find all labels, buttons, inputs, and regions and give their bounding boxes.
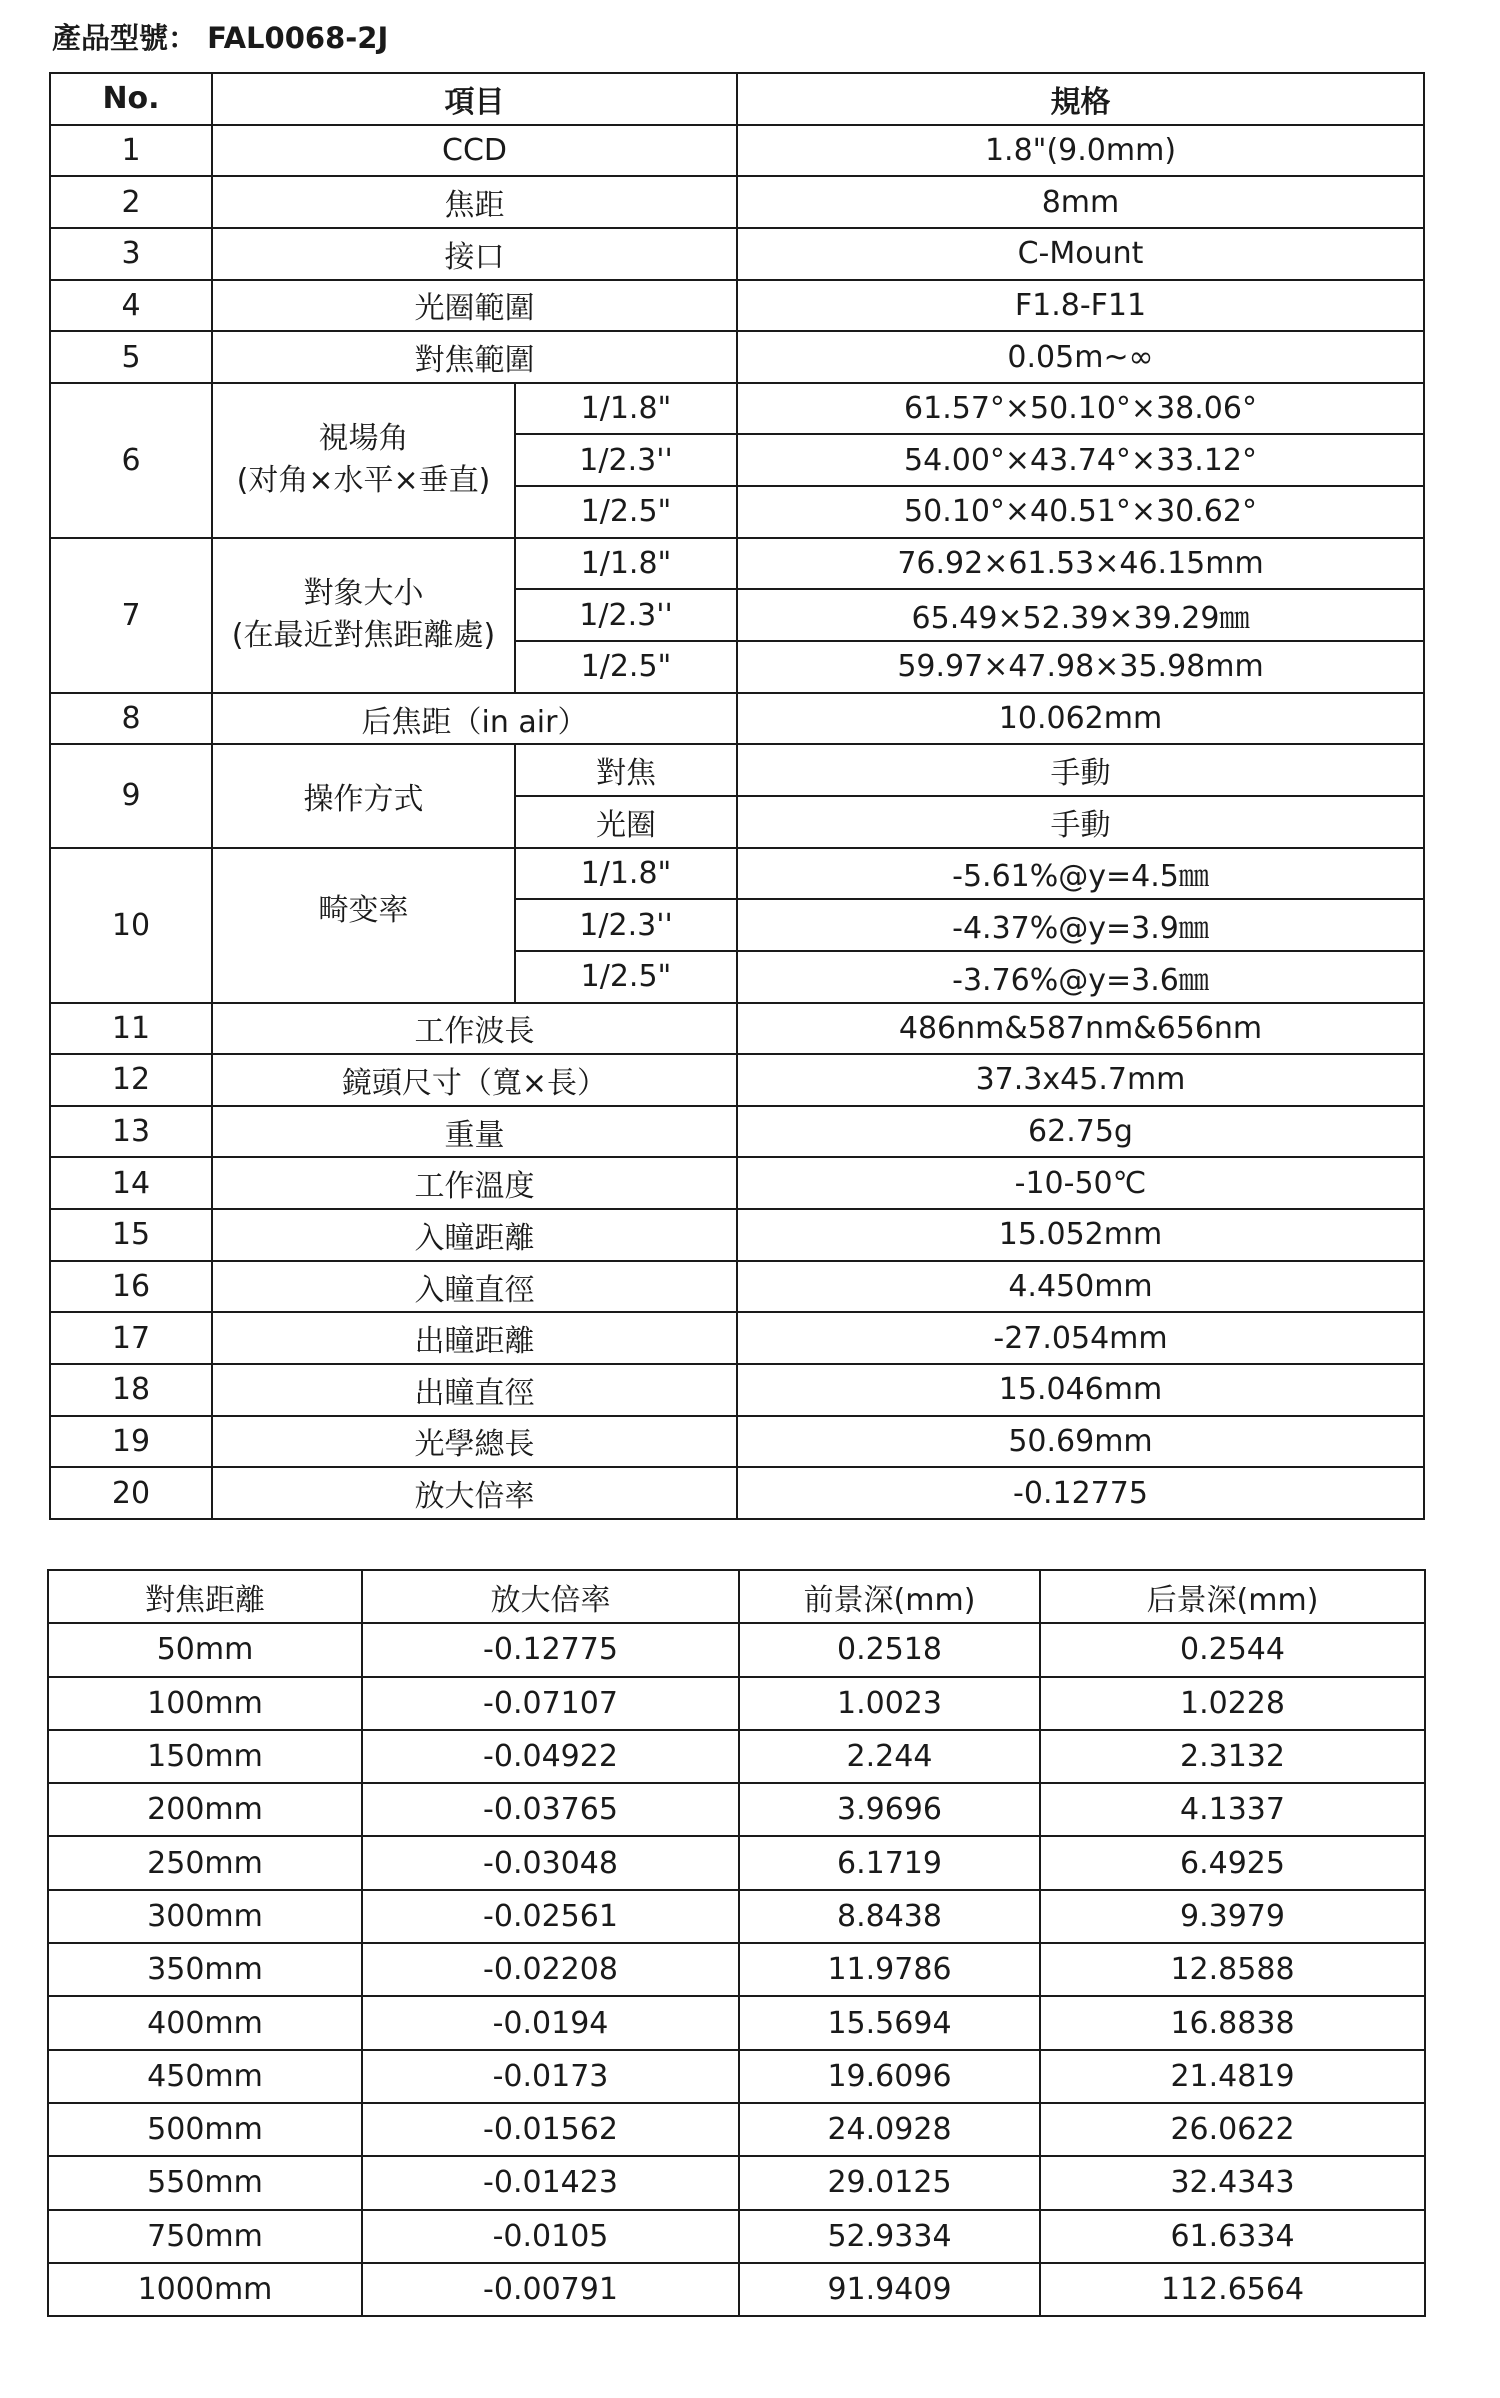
focus-distance: 50mm (48, 1623, 362, 1676)
table-row (48, 2263, 1425, 2316)
table-row (50, 331, 1424, 383)
row-item: 出瞳直徑 (212, 1364, 737, 1416)
rear-dof: 2.3132 (1040, 1730, 1425, 1783)
row-item: 光圈範圍 (212, 280, 737, 332)
focus-distance: 200mm (48, 1783, 362, 1836)
table-row (48, 1996, 1425, 2049)
front-dof: 8.8438 (739, 1890, 1040, 1943)
row-item: CCD (212, 125, 737, 177)
table-row (50, 1106, 1424, 1158)
rear-dof: 26.0622 (1040, 2103, 1425, 2156)
row-no: 17 (50, 1312, 212, 1364)
focus-distance: 100mm (48, 1677, 362, 1730)
magnification: -0.01423 (362, 2156, 739, 2209)
magnification: -0.02208 (362, 1943, 739, 1996)
sub-label: 1/2.5" (515, 486, 737, 538)
table-row (50, 538, 1424, 590)
table-row (48, 1890, 1425, 1943)
row-item: 工作溫度 (212, 1157, 737, 1209)
header-no: No. (50, 73, 212, 125)
header-spec: 規格 (737, 73, 1424, 125)
table-row (50, 1003, 1424, 1055)
rear-dof: 6.4925 (1040, 1836, 1425, 1889)
row-no: 8 (50, 693, 212, 745)
row-no: 11 (50, 1003, 212, 1055)
row-value: 8mm (737, 176, 1424, 228)
row-no: 10 (50, 848, 212, 1003)
front-dof: 0.2518 (739, 1623, 1040, 1676)
focus-distance: 300mm (48, 1890, 362, 1943)
product-model-label: 產品型號： (52, 21, 198, 55)
row-no: 12 (50, 1054, 212, 1106)
row-no: 16 (50, 1261, 212, 1313)
row-no: 18 (50, 1364, 212, 1416)
row-item: 出瞳距離 (212, 1312, 737, 1364)
magnification: -0.03048 (362, 1836, 739, 1889)
magnification: -0.07107 (362, 1677, 739, 1730)
row-value: -5.61%@y=4.5㎜ (737, 848, 1424, 900)
row-item: 光學總長 (212, 1416, 737, 1468)
product-model-title (52, 14, 388, 62)
focus-distance: 400mm (48, 1996, 362, 2049)
rear-dof: 32.4343 (1040, 2156, 1425, 2209)
table-row (50, 1364, 1424, 1416)
table-row (50, 1467, 1424, 1519)
header-focus-distance: 對焦距離 (48, 1570, 362, 1623)
row-no: 20 (50, 1467, 212, 1519)
row-item: 入瞳距離 (212, 1209, 737, 1261)
row-no: 3 (50, 228, 212, 280)
table-row (50, 848, 1424, 900)
sub-label: 1/1.8" (515, 848, 737, 900)
row-item-line1: 視場角 (318, 421, 409, 457)
rear-dof: 4.1337 (1040, 1783, 1425, 1836)
row-value: 62.75g (737, 1106, 1424, 1158)
row-value: 手動 (737, 796, 1424, 848)
row-value: -10-50℃ (737, 1157, 1424, 1209)
magnification: -0.01562 (362, 2103, 739, 2156)
table-row (48, 2156, 1425, 2209)
table-row (48, 1836, 1425, 1889)
row-value: -3.76%@y=3.6㎜ (737, 951, 1424, 1003)
table-row (50, 383, 1424, 435)
table-row (48, 2050, 1425, 2103)
row-item-line1: 對象大小 (303, 576, 424, 612)
row-no: 4 (50, 280, 212, 332)
front-dof: 1.0023 (739, 1677, 1040, 1730)
row-item: 工作波長 (212, 1003, 737, 1055)
row-value: 15.052mm (737, 1209, 1424, 1261)
row-value: F1.8-F11 (737, 280, 1424, 332)
row-no: 7 (50, 538, 212, 693)
dof-header-row (48, 1570, 1425, 1623)
table-row (48, 2210, 1425, 2263)
rear-dof: 112.6564 (1040, 2263, 1425, 2316)
row-no: 6 (50, 383, 212, 538)
row-item: 接口 (212, 228, 737, 280)
row-item: 操作方式 (212, 744, 515, 847)
row-no: 19 (50, 1416, 212, 1468)
rear-dof: 21.4819 (1040, 2050, 1425, 2103)
focus-distance: 550mm (48, 2156, 362, 2209)
row-value: 0.05m~∞ (737, 331, 1424, 383)
front-dof: 91.9409 (739, 2263, 1040, 2316)
front-dof: 19.6096 (739, 2050, 1040, 2103)
row-value: 54.00°×43.74°×33.12° (737, 434, 1424, 486)
row-item: 畸变率 (212, 848, 515, 1003)
row-value: 50.10°×40.51°×30.62° (737, 486, 1424, 538)
row-value: C-Mount (737, 228, 1424, 280)
row-no: 14 (50, 1157, 212, 1209)
sub-label: 對焦 (515, 744, 737, 796)
row-item: 重量 (212, 1106, 737, 1158)
row-value: 手動 (737, 744, 1424, 796)
front-dof: 3.9696 (739, 1783, 1040, 1836)
front-dof: 15.5694 (739, 1996, 1040, 2049)
row-value: -4.37%@y=3.9㎜ (737, 899, 1424, 951)
table-row (50, 125, 1424, 177)
front-dof: 2.244 (739, 1730, 1040, 1783)
table-row (48, 2103, 1425, 2156)
row-value: 59.97×47.98×35.98mm (737, 641, 1424, 693)
focus-distance: 500mm (48, 2103, 362, 2156)
table-row (48, 1623, 1425, 1676)
row-value: 15.046mm (737, 1364, 1424, 1416)
row-no: 13 (50, 1106, 212, 1158)
row-item-line2: (在最近對焦距離處) (231, 618, 496, 654)
header-front-dof: 前景深(mm) (739, 1570, 1040, 1623)
row-item: 入瞳直徑 (212, 1261, 737, 1313)
magnification: -0.03765 (362, 1783, 739, 1836)
sub-label: 1/2.3'' (515, 899, 737, 951)
row-item: 焦距 (212, 176, 737, 228)
row-value: 4.450mm (737, 1261, 1424, 1313)
table-row (50, 1261, 1424, 1313)
row-item-line2: (对角×水平×垂直) (236, 463, 491, 499)
front-dof: 6.1719 (739, 1836, 1040, 1889)
header-rear-dof: 后景深(mm) (1040, 1570, 1425, 1623)
row-value: 10.062mm (737, 693, 1424, 745)
rear-dof: 16.8838 (1040, 1996, 1425, 2049)
row-no: 1 (50, 125, 212, 177)
row-value: 61.57°×50.10°×38.06° (737, 383, 1424, 435)
rear-dof: 9.3979 (1040, 1890, 1425, 1943)
row-item (212, 383, 515, 538)
row-item: 對焦範圍 (212, 331, 737, 383)
front-dof: 52.9334 (739, 2210, 1040, 2263)
table-row (50, 744, 1424, 796)
table-row (50, 1157, 1424, 1209)
row-value: 37.3x45.7mm (737, 1054, 1424, 1106)
sub-label: 1/2.5" (515, 951, 737, 1003)
table-row (50, 176, 1424, 228)
magnification: -0.02561 (362, 1890, 739, 1943)
row-no: 15 (50, 1209, 212, 1261)
table-row (50, 228, 1424, 280)
row-item (212, 538, 515, 693)
row-item: 后焦距（in air） (212, 693, 737, 745)
row-value: 1.8"(9.0mm) (737, 125, 1424, 177)
depth-of-field-table (47, 1569, 1426, 2317)
front-dof: 29.0125 (739, 2156, 1040, 2209)
magnification: -0.12775 (362, 1623, 739, 1676)
row-item: 放大倍率 (212, 1467, 737, 1519)
row-no: 5 (50, 331, 212, 383)
table-row (48, 1783, 1425, 1836)
table-row (48, 1730, 1425, 1783)
magnification: -0.04922 (362, 1730, 739, 1783)
table-row (50, 1416, 1424, 1468)
header-item: 項目 (212, 73, 737, 125)
table-row (48, 1943, 1425, 1996)
product-model-value: FAL0068-2J (207, 21, 389, 55)
sub-label: 1/1.8" (515, 538, 737, 590)
front-dof: 24.0928 (739, 2103, 1040, 2156)
row-value: -0.12775 (737, 1467, 1424, 1519)
spec-header-row (50, 73, 1424, 125)
table-row (48, 1677, 1425, 1730)
row-item: 鏡頭尺寸（寬×長） (212, 1054, 737, 1106)
table-row (50, 1054, 1424, 1106)
sub-label: 1/2.5" (515, 641, 737, 693)
table-row (50, 280, 1424, 332)
table-row (50, 1312, 1424, 1364)
row-value: 50.69mm (737, 1416, 1424, 1468)
sub-label: 光圈 (515, 796, 737, 848)
magnification: -0.0194 (362, 1996, 739, 2049)
rear-dof: 12.8588 (1040, 1943, 1425, 1996)
row-no: 2 (50, 176, 212, 228)
sub-label: 1/1.8" (515, 383, 737, 435)
front-dof: 11.9786 (739, 1943, 1040, 1996)
row-value: 76.92×61.53×46.15mm (737, 538, 1424, 590)
magnification: -0.00791 (362, 2263, 739, 2316)
row-value: -27.054mm (737, 1312, 1424, 1364)
header-magnification: 放大倍率 (362, 1570, 739, 1623)
rear-dof: 0.2544 (1040, 1623, 1425, 1676)
spec-table (49, 72, 1425, 1520)
focus-distance: 350mm (48, 1943, 362, 1996)
focus-distance: 750mm (48, 2210, 362, 2263)
focus-distance: 1000mm (48, 2263, 362, 2316)
row-value: 65.49×52.39×39.29㎜ (737, 589, 1424, 641)
focus-distance: 250mm (48, 1836, 362, 1889)
focus-distance: 450mm (48, 2050, 362, 2103)
table-row (50, 1209, 1424, 1261)
sub-label: 1/2.3'' (515, 589, 737, 641)
rear-dof: 1.0228 (1040, 1677, 1425, 1730)
magnification: -0.0105 (362, 2210, 739, 2263)
row-no: 9 (50, 744, 212, 847)
magnification: -0.0173 (362, 2050, 739, 2103)
row-value: 486nm&587nm&656nm (737, 1003, 1424, 1055)
table-row (50, 693, 1424, 745)
sub-label: 1/2.3'' (515, 434, 737, 486)
focus-distance: 150mm (48, 1730, 362, 1783)
rear-dof: 61.6334 (1040, 2210, 1425, 2263)
